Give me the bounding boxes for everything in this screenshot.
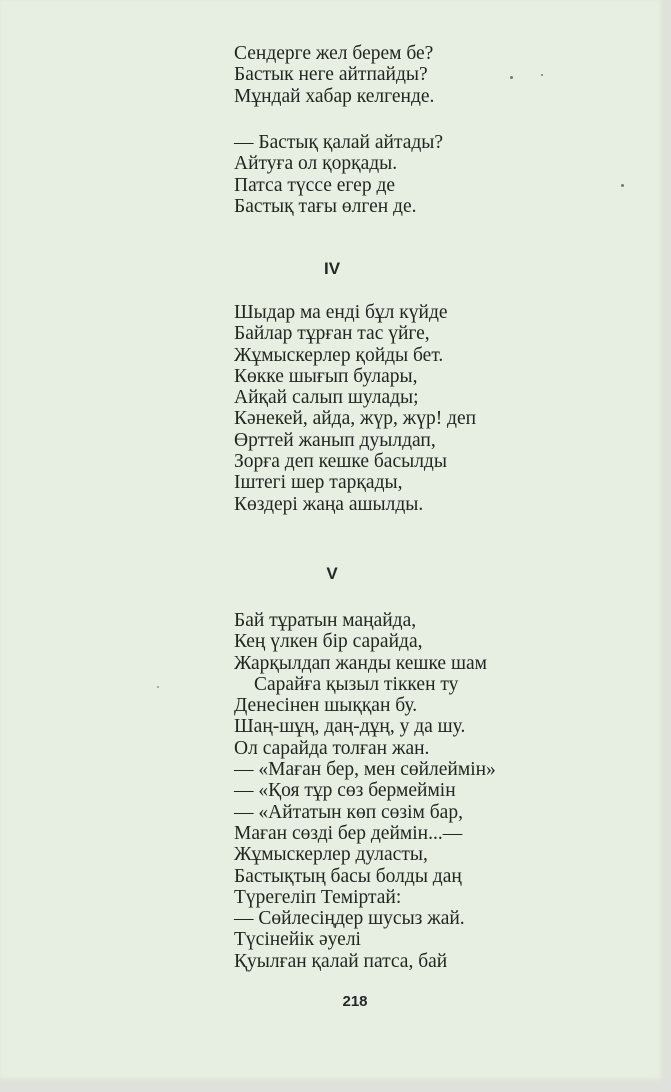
verse-line: Зорға деп кешке басылды: [234, 451, 447, 473]
verse-line: Көздері жаңа ашылды.: [234, 493, 424, 515]
paper-speck: [541, 74, 543, 76]
verse-line: Маған сөзді бер деймін...—: [234, 822, 463, 844]
verse-line: Жұмыскерлер дуласты,: [234, 844, 428, 866]
verse-line: — «Қоя тұр сөз бермеймін: [234, 780, 456, 802]
verse-line: Көкке шығып булары,: [234, 365, 418, 387]
stanza-1: [234, 43, 434, 107]
verse-line: Жарқылдап жанды кешке шам: [234, 652, 487, 674]
verse-line: Шаң-шұң, даң-дұң, у да шу.: [234, 716, 466, 738]
verse-line: Өрттей жанып дуылдап,: [234, 429, 436, 451]
verse-line: Бастык неге айтпайды?: [234, 64, 428, 86]
verse-line: Сарайға қызыл тіккен ту: [254, 673, 459, 695]
section-heading-iv: IV: [323, 259, 341, 278]
paper-speck: [157, 686, 159, 688]
verse-line: — «Айтатын көп сөзім бар,: [234, 801, 463, 823]
verse-line: Ол сарайда толған жан.: [234, 737, 430, 759]
verse-line: Айтуға ол қорқады.: [234, 153, 398, 175]
verse-line: Түрегеліп Теміртай:: [234, 886, 402, 908]
verse-line: Бай тұратын маңайда,: [234, 610, 417, 631]
section-v-verses: [234, 610, 496, 972]
verse-line: Байлар тұрған тас үйге,: [234, 323, 430, 345]
verse-line: Түсінейік әуелі: [234, 929, 361, 951]
verse-line: Іштегі шер тарқады,: [234, 472, 403, 494]
verse-line: Мұндай хабар келгенде.: [234, 85, 435, 107]
verse-line: Бастық тағы өлген де.: [234, 195, 417, 217]
paper-speck: [621, 184, 624, 187]
stanza-2: [234, 132, 443, 217]
section-iv-verses: [234, 302, 476, 515]
paper-speck: [510, 76, 513, 79]
verse-line: Кең үлкен бір сарайда,: [234, 631, 423, 653]
verse-line: Айқай салып шулады;: [234, 387, 419, 409]
verse-line: Патса түссе егер де: [234, 174, 396, 196]
verse-line: Жұмыскерлер қойды бет.: [234, 344, 444, 366]
section-heading-v: V: [326, 564, 338, 583]
verse-line: Қуылған қалай патса, бай: [234, 950, 448, 972]
verse-line: Шыдар ма енді бұл күйде: [234, 302, 448, 323]
verse-line: — «Маған бер, мен сөйлеймін»: [234, 759, 496, 781]
verse-line: Бастықтың басы болды даң: [234, 865, 462, 887]
page-number: 218: [342, 993, 368, 1010]
verse-line: Денесінен шыққан бу.: [234, 695, 418, 717]
verse-line: — Бастық қалай айтады?: [234, 132, 444, 153]
verse-line: Кәнекей, айда, жүр, жүр! деп: [234, 408, 477, 430]
verse-line: — Сөйлесіңдер шусыз жай.: [234, 908, 465, 930]
verse-line: Сендерге жел берем бе?: [234, 43, 434, 64]
